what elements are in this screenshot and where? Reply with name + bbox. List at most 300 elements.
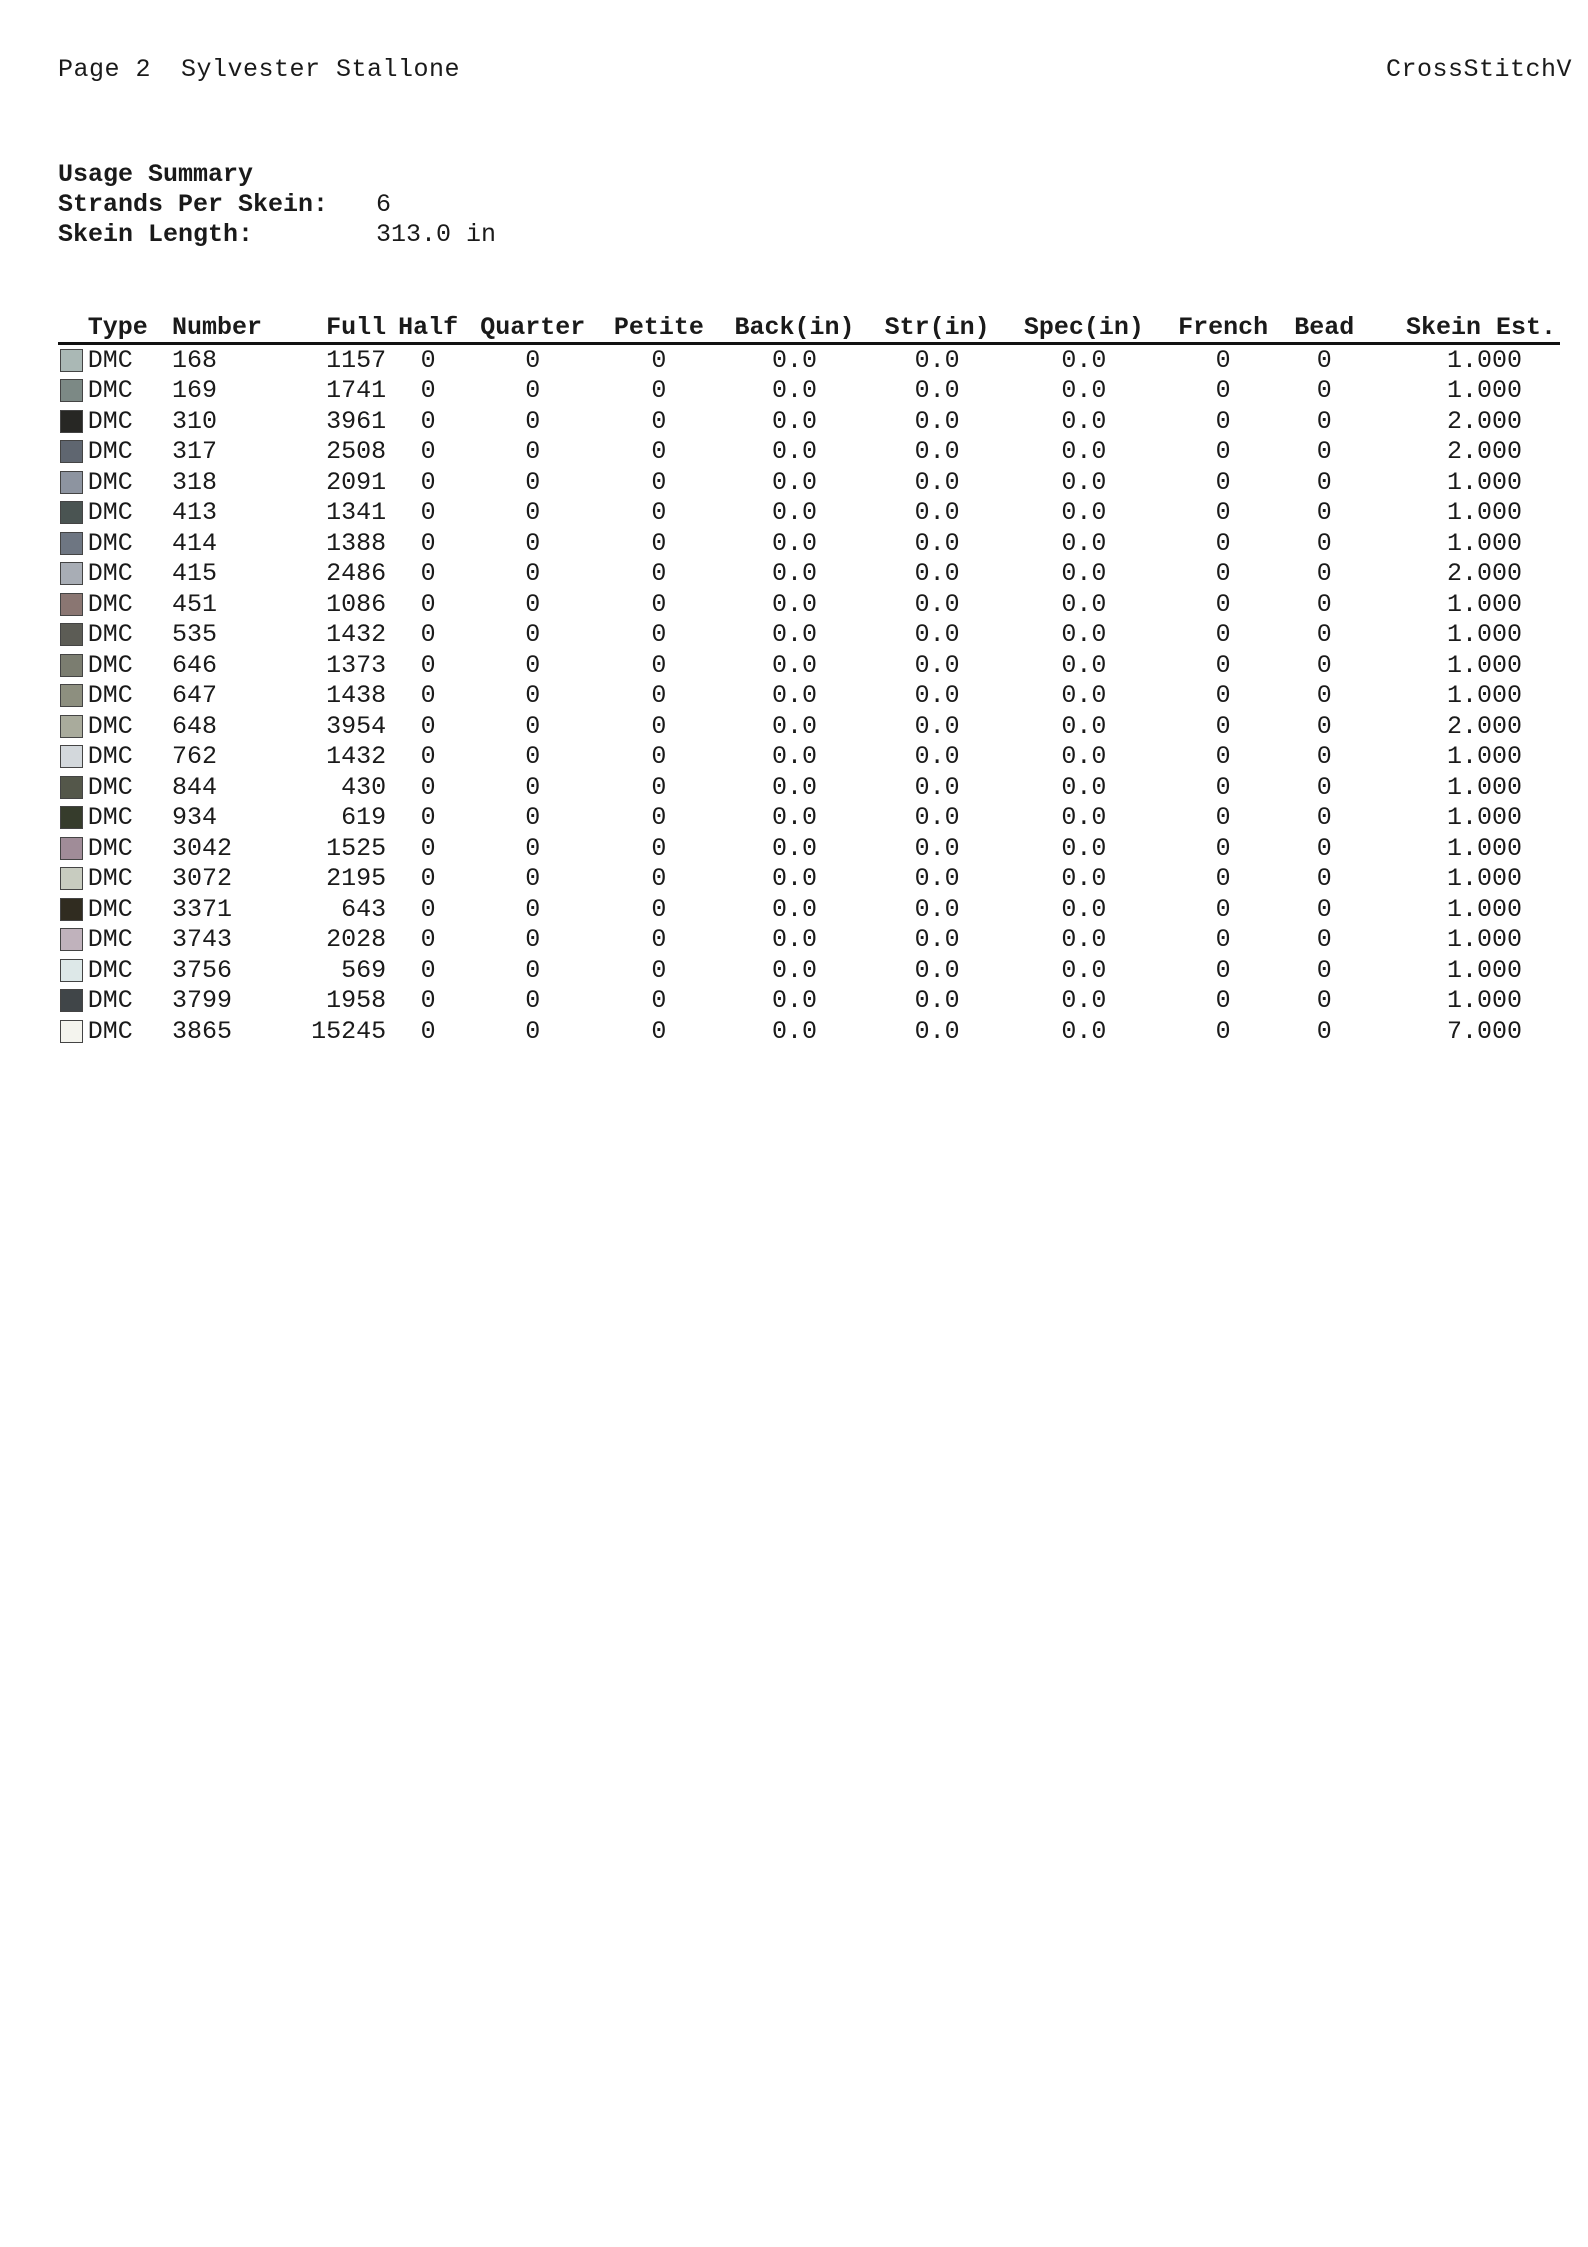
app-name: CrossStitchV	[1385, 55, 1572, 84]
quarter-count: 0	[525, 986, 541, 1016]
floss-number: 317	[171, 437, 217, 467]
str-length: 0.0	[914, 498, 960, 528]
half-count: 0	[420, 894, 436, 924]
skein-estimate: 1.000	[1446, 742, 1522, 772]
floss-number: 3042	[171, 833, 232, 863]
half-count: 0	[420, 406, 436, 436]
full-count: 2508	[326, 437, 387, 467]
table-row	[58, 894, 1560, 925]
french-count: 0	[1215, 650, 1231, 680]
bead-count: 0	[1316, 345, 1332, 375]
bead-count: 0	[1316, 559, 1332, 589]
spec-length: 0.0	[1061, 925, 1107, 955]
spec-length: 0.0	[1061, 955, 1107, 985]
swatch-cell	[58, 376, 84, 407]
petite-count: 0	[651, 894, 667, 924]
str-length: 0.0	[914, 376, 960, 406]
floss-number: 934	[171, 803, 217, 833]
color-swatch	[60, 715, 83, 738]
color-swatch	[60, 349, 83, 372]
column-header-full: Full	[290, 310, 390, 344]
back-length: 0.0	[771, 803, 817, 833]
spec-length: 0.0	[1061, 437, 1107, 467]
str-length: 0.0	[914, 467, 960, 497]
quarter-count: 0	[525, 772, 541, 802]
floss-number: 646	[171, 650, 217, 680]
table-row	[58, 833, 1560, 864]
bead-count: 0	[1316, 864, 1332, 894]
back-length: 0.0	[771, 467, 817, 497]
floss-number: 318	[171, 467, 217, 497]
column-header-type: Type	[84, 310, 168, 344]
strands-row	[58, 190, 496, 220]
half-count: 0	[420, 376, 436, 406]
half-count: 0	[420, 498, 436, 528]
skein-estimate: 2.000	[1446, 406, 1522, 436]
color-swatch	[60, 501, 83, 524]
floss-number: 762	[171, 742, 217, 772]
color-swatch	[60, 654, 83, 677]
back-length: 0.0	[771, 345, 817, 375]
full-count: 3961	[326, 406, 387, 436]
french-count: 0	[1215, 620, 1231, 650]
skein-estimate: 1.000	[1446, 955, 1522, 985]
floss-type: DMC	[87, 803, 133, 833]
floss-number: 451	[171, 589, 217, 619]
french-count: 0	[1215, 528, 1231, 558]
str-length: 0.0	[914, 803, 960, 833]
swatch-cell	[58, 864, 84, 895]
swatch-cell	[58, 833, 84, 864]
half-count: 0	[420, 955, 436, 985]
petite-count: 0	[651, 925, 667, 955]
petite-count: 0	[651, 528, 667, 558]
floss-type: DMC	[87, 620, 133, 650]
quarter-count: 0	[525, 803, 541, 833]
quarter-count: 0	[525, 406, 541, 436]
quarter-count: 0	[525, 345, 541, 375]
spec-length: 0.0	[1061, 620, 1107, 650]
table-body	[58, 344, 1560, 1047]
petite-count: 0	[651, 711, 667, 741]
bead-count: 0	[1316, 986, 1332, 1016]
quarter-count: 0	[525, 742, 541, 772]
pattern-title: Sylvester Stallone	[181, 55, 461, 84]
french-count: 0	[1215, 437, 1231, 467]
skein-estimate: 1.000	[1446, 650, 1522, 680]
full-count: 1432	[326, 742, 387, 772]
skein-estimate: 2.000	[1446, 437, 1522, 467]
floss-type: DMC	[87, 650, 133, 680]
full-count: 1525	[326, 833, 387, 863]
petite-count: 0	[651, 1016, 667, 1046]
spec-length: 0.0	[1061, 376, 1107, 406]
swatch-cell	[58, 498, 84, 529]
floss-type: DMC	[87, 589, 133, 619]
quarter-count: 0	[525, 376, 541, 406]
skein-estimate: 1.000	[1446, 986, 1522, 1016]
petite-count: 0	[651, 345, 667, 375]
quarter-count: 0	[525, 528, 541, 558]
color-swatch	[60, 532, 83, 555]
table-row	[58, 437, 1560, 468]
petite-count: 0	[651, 406, 667, 436]
skein-estimate: 1.000	[1446, 772, 1522, 802]
quarter-count: 0	[525, 955, 541, 985]
table-row	[58, 376, 1560, 407]
color-swatch	[60, 1020, 83, 1043]
half-count: 0	[420, 833, 436, 863]
floss-type: DMC	[87, 986, 133, 1016]
floss-number: 168	[171, 345, 217, 375]
table-row	[58, 681, 1560, 712]
floss-number: 3743	[171, 925, 232, 955]
column-header-bead: Bead	[1282, 310, 1366, 344]
str-length: 0.0	[914, 833, 960, 863]
back-length: 0.0	[771, 681, 817, 711]
french-count: 0	[1215, 742, 1231, 772]
full-count: 1741	[326, 376, 387, 406]
french-count: 0	[1215, 1016, 1231, 1046]
french-count: 0	[1215, 894, 1231, 924]
french-count: 0	[1215, 864, 1231, 894]
half-count: 0	[420, 864, 436, 894]
back-length: 0.0	[771, 742, 817, 772]
spec-length: 0.0	[1061, 681, 1107, 711]
quarter-count: 0	[525, 620, 541, 650]
table-row	[58, 528, 1560, 559]
full-count: 430	[341, 772, 387, 802]
french-count: 0	[1215, 711, 1231, 741]
table-row	[58, 344, 1560, 376]
skein-estimate: 1.000	[1446, 803, 1522, 833]
bead-count: 0	[1316, 650, 1332, 680]
spec-length: 0.0	[1061, 1016, 1107, 1046]
full-count: 569	[341, 955, 387, 985]
floss-type: DMC	[87, 894, 133, 924]
color-swatch	[60, 379, 83, 402]
str-length: 0.0	[914, 681, 960, 711]
spec-length: 0.0	[1061, 406, 1107, 436]
half-count: 0	[420, 803, 436, 833]
back-length: 0.0	[771, 406, 817, 436]
swatch-cell	[58, 986, 84, 1017]
floss-number: 3865	[171, 1016, 232, 1046]
bead-count: 0	[1316, 437, 1332, 467]
full-count: 1086	[326, 589, 387, 619]
skein-estimate: 1.000	[1446, 864, 1522, 894]
floss-type: DMC	[87, 1016, 133, 1046]
bead-count: 0	[1316, 498, 1332, 528]
quarter-count: 0	[525, 894, 541, 924]
spec-length: 0.0	[1061, 711, 1107, 741]
french-count: 0	[1215, 498, 1231, 528]
floss-type: DMC	[87, 406, 133, 436]
str-length: 0.0	[914, 528, 960, 558]
floss-number: 844	[171, 772, 217, 802]
skein-estimate: 1.000	[1446, 467, 1522, 497]
column-header-back: Back(in)	[718, 310, 870, 344]
spec-length: 0.0	[1061, 528, 1107, 558]
full-count: 2486	[326, 559, 387, 589]
swatch-cell	[58, 955, 84, 986]
summary-heading: Usage Summary	[58, 160, 254, 189]
full-count: 643	[341, 894, 387, 924]
spec-length: 0.0	[1061, 498, 1107, 528]
back-length: 0.0	[771, 376, 817, 406]
half-count: 0	[420, 528, 436, 558]
swatch-cell	[58, 650, 84, 681]
back-length: 0.0	[771, 894, 817, 924]
french-count: 0	[1215, 681, 1231, 711]
column-header-quarter: Quarter	[466, 310, 599, 344]
swatch-cell	[58, 772, 84, 803]
french-count: 0	[1215, 589, 1231, 619]
floss-number: 3799	[171, 986, 232, 1016]
bead-count: 0	[1316, 955, 1332, 985]
swatch-cell	[58, 1016, 84, 1047]
color-swatch	[60, 867, 83, 890]
swatch-cell	[58, 528, 84, 559]
petite-count: 0	[651, 833, 667, 863]
bead-count: 0	[1316, 467, 1332, 497]
color-swatch	[60, 593, 83, 616]
table-row	[58, 955, 1560, 986]
full-count: 1388	[326, 528, 387, 558]
table-row	[58, 620, 1560, 651]
half-count: 0	[420, 467, 436, 497]
petite-count: 0	[651, 467, 667, 497]
usage-summary	[58, 160, 496, 250]
french-count: 0	[1215, 376, 1231, 406]
strands-value: 6	[376, 190, 392, 219]
str-length: 0.0	[914, 559, 960, 589]
bead-count: 0	[1316, 528, 1332, 558]
floss-type: DMC	[87, 345, 133, 375]
petite-count: 0	[651, 376, 667, 406]
floss-type: DMC	[87, 742, 133, 772]
skein-estimate: 1.000	[1446, 498, 1522, 528]
bead-count: 0	[1316, 894, 1332, 924]
column-header-skein-est: Skein Est.	[1366, 310, 1560, 344]
str-length: 0.0	[914, 620, 960, 650]
back-length: 0.0	[771, 589, 817, 619]
full-count: 1157	[326, 345, 387, 375]
floss-type: DMC	[87, 498, 133, 528]
str-length: 0.0	[914, 894, 960, 924]
floss-number: 413	[171, 498, 217, 528]
quarter-count: 0	[525, 925, 541, 955]
swatch-cell	[58, 344, 84, 376]
french-count: 0	[1215, 955, 1231, 985]
bead-count: 0	[1316, 711, 1332, 741]
column-header-str: Str(in)	[871, 310, 1004, 344]
color-swatch	[60, 989, 83, 1012]
quarter-count: 0	[525, 711, 541, 741]
column-header-petite: Petite	[599, 310, 718, 344]
spec-length: 0.0	[1061, 559, 1107, 589]
floss-type: DMC	[87, 528, 133, 558]
french-count: 0	[1215, 772, 1231, 802]
half-count: 0	[420, 986, 436, 1016]
floss-type: DMC	[87, 437, 133, 467]
skein-estimate: 2.000	[1446, 559, 1522, 589]
floss-type: DMC	[87, 559, 133, 589]
half-count: 0	[420, 1016, 436, 1046]
floss-number: 535	[171, 620, 217, 650]
quarter-count: 0	[525, 650, 541, 680]
str-length: 0.0	[914, 986, 960, 1016]
floss-number: 647	[171, 681, 217, 711]
full-count: 2195	[326, 864, 387, 894]
half-count: 0	[420, 742, 436, 772]
swatch-cell	[58, 711, 84, 742]
back-length: 0.0	[771, 650, 817, 680]
quarter-count: 0	[525, 681, 541, 711]
back-length: 0.0	[771, 437, 817, 467]
half-count: 0	[420, 589, 436, 619]
floss-number: 414	[171, 528, 217, 558]
table-row	[58, 559, 1560, 590]
spec-length: 0.0	[1061, 467, 1107, 497]
half-count: 0	[420, 681, 436, 711]
quarter-count: 0	[525, 589, 541, 619]
skein-length-label: Skein Length:	[58, 220, 254, 249]
half-count: 0	[420, 345, 436, 375]
table-row	[58, 498, 1560, 529]
table-row	[58, 1016, 1560, 1047]
color-swatch	[60, 562, 83, 585]
spec-length: 0.0	[1061, 345, 1107, 375]
str-length: 0.0	[914, 864, 960, 894]
str-length: 0.0	[914, 711, 960, 741]
swatch-cell	[58, 559, 84, 590]
back-length: 0.0	[771, 559, 817, 589]
color-swatch	[60, 928, 83, 951]
french-count: 0	[1215, 406, 1231, 436]
swatch-cell	[58, 437, 84, 468]
back-length: 0.0	[771, 955, 817, 985]
back-length: 0.0	[771, 711, 817, 741]
floss-number: 310	[171, 406, 217, 436]
swatch-cell	[58, 742, 84, 773]
quarter-count: 0	[525, 1016, 541, 1046]
str-length: 0.0	[914, 925, 960, 955]
bead-count: 0	[1316, 742, 1332, 772]
skein-estimate: 2.000	[1446, 711, 1522, 741]
skein-length-value: 313.0 in	[376, 220, 497, 249]
bead-count: 0	[1316, 376, 1332, 406]
quarter-count: 0	[525, 467, 541, 497]
bead-count: 0	[1316, 803, 1332, 833]
color-swatch	[60, 684, 83, 707]
skein-estimate: 1.000	[1446, 376, 1522, 406]
color-swatch	[60, 806, 83, 829]
half-count: 0	[420, 620, 436, 650]
color-swatch	[60, 410, 83, 433]
skein-estimate: 1.000	[1446, 528, 1522, 558]
swatch-cell	[58, 589, 84, 620]
table-row	[58, 406, 1560, 437]
half-count: 0	[420, 437, 436, 467]
full-count: 1432	[326, 620, 387, 650]
column-header-spec: Spec(in)	[1004, 310, 1164, 344]
bead-count: 0	[1316, 833, 1332, 863]
strands-label: Strands Per Skein:	[58, 190, 329, 219]
table-row	[58, 803, 1560, 834]
floss-type: DMC	[87, 833, 133, 863]
column-header-number: Number	[168, 310, 290, 344]
table-row	[58, 589, 1560, 620]
full-count: 1341	[326, 498, 387, 528]
floss-type: DMC	[87, 467, 133, 497]
skein-length-row	[58, 220, 496, 250]
petite-count: 0	[651, 955, 667, 985]
back-length: 0.0	[771, 498, 817, 528]
table-row	[58, 742, 1560, 773]
swatch-cell	[58, 894, 84, 925]
petite-count: 0	[651, 650, 667, 680]
str-length: 0.0	[914, 1016, 960, 1046]
floss-type: DMC	[87, 955, 133, 985]
petite-count: 0	[651, 772, 667, 802]
petite-count: 0	[651, 498, 667, 528]
petite-count: 0	[651, 589, 667, 619]
swatch-header	[58, 310, 84, 344]
str-length: 0.0	[914, 772, 960, 802]
str-length: 0.0	[914, 955, 960, 985]
color-swatch	[60, 623, 83, 646]
petite-count: 0	[651, 620, 667, 650]
spec-length: 0.0	[1061, 986, 1107, 1016]
swatch-cell	[58, 803, 84, 834]
color-swatch	[60, 898, 83, 921]
color-swatch	[60, 745, 83, 768]
full-count: 15245	[311, 1016, 387, 1046]
full-count: 1438	[326, 681, 387, 711]
quarter-count: 0	[525, 498, 541, 528]
floss-type: DMC	[87, 772, 133, 802]
floss-type: DMC	[87, 376, 133, 406]
petite-count: 0	[651, 437, 667, 467]
table-row	[58, 925, 1560, 956]
str-length: 0.0	[914, 345, 960, 375]
spec-length: 0.0	[1061, 589, 1107, 619]
color-swatch	[60, 440, 83, 463]
quarter-count: 0	[525, 864, 541, 894]
spec-length: 0.0	[1061, 803, 1107, 833]
floss-number: 169	[171, 376, 217, 406]
swatch-cell	[58, 620, 84, 651]
floss-type: DMC	[87, 864, 133, 894]
color-swatch	[60, 837, 83, 860]
spec-length: 0.0	[1061, 772, 1107, 802]
petite-count: 0	[651, 864, 667, 894]
back-length: 0.0	[771, 1016, 817, 1046]
skein-estimate: 1.000	[1446, 894, 1522, 924]
table-header-row	[58, 310, 1560, 344]
bead-count: 0	[1316, 406, 1332, 436]
bead-count: 0	[1316, 925, 1332, 955]
floss-number: 415	[171, 559, 217, 589]
spec-length: 0.0	[1061, 650, 1107, 680]
back-length: 0.0	[771, 986, 817, 1016]
table-row	[58, 772, 1560, 803]
spec-length: 0.0	[1061, 742, 1107, 772]
table-row	[58, 711, 1560, 742]
page-header	[58, 55, 460, 84]
back-length: 0.0	[771, 833, 817, 863]
